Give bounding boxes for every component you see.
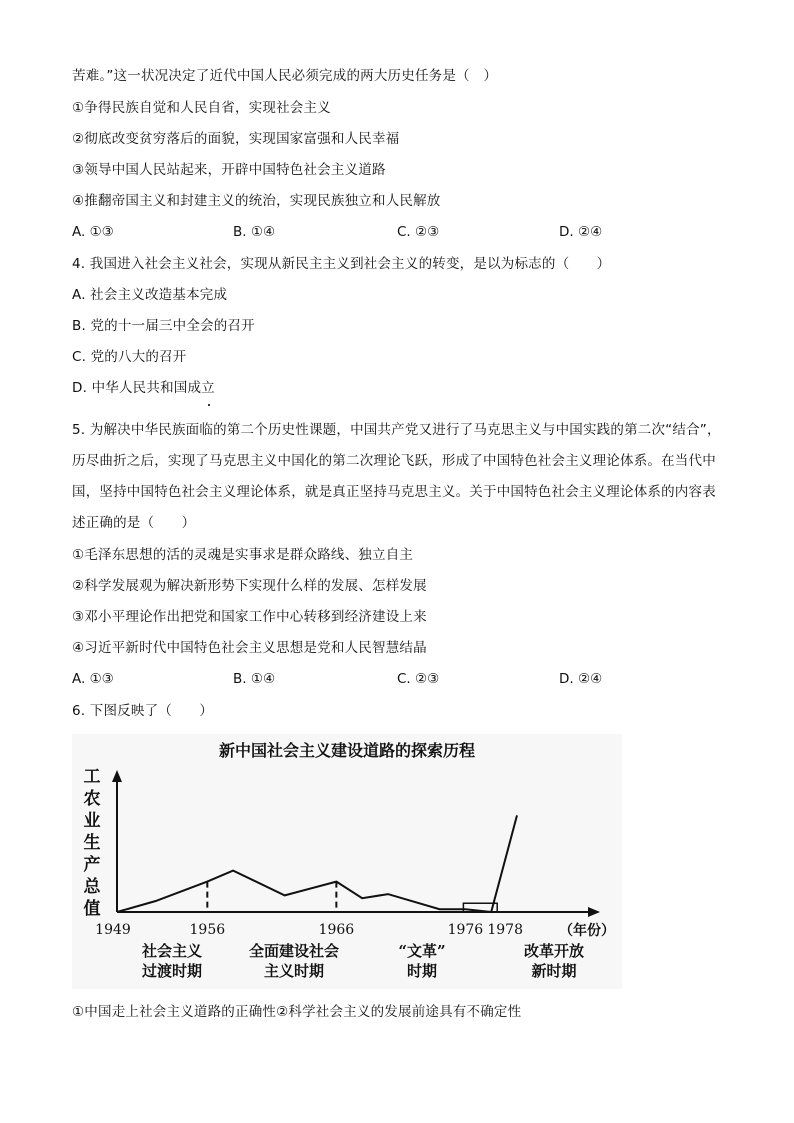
y-axis-label-char: 农	[83, 789, 101, 809]
q4-option-b[interactable]: B. 党的十一届三中全会的召开	[72, 318, 255, 334]
stray-dot	[208, 404, 210, 406]
q4-option-a[interactable]: A. 社会主义改造基本完成	[72, 287, 228, 303]
q4-stem: 4. 我国进入社会主义社会，实现从新民主主义到社会主义的转变，是以为标志的（ ）	[72, 256, 611, 272]
q4-option-c[interactable]: C. 党的八大的召开	[72, 349, 187, 365]
period-label-4-line1: 改革开放	[523, 942, 585, 960]
q3-option-c[interactable]: C. ②③	[397, 224, 440, 240]
q5-item-3: ③邓小平理论作出把党和国家工作中心转移到经济建设上来	[72, 609, 427, 625]
q5-item-1: ①毛泽东思想的活的灵魂是实事求是群众路线、独立自主	[72, 547, 414, 563]
q5-option-a[interactable]: A. ①③	[72, 671, 114, 687]
period-label-3-line2: 时期	[406, 962, 438, 980]
q3-option-d[interactable]: D. ②④	[559, 224, 603, 240]
q5-option-d[interactable]: D. ②④	[559, 671, 603, 687]
period-labels	[141, 942, 584, 980]
q5-stem: 5. 为解决中华民族面临的第二个历史性课题，中国共产党又进行了马克思主义与中国实践的第二次“结合”，历尽曲折之后，实现了马克思主义中国化的第二次理论飞跃，形成了中国特色社会主义理论体系。在当代中国，坚持中国特色社会主义理论体系，就是真正坚持马克思主义。关于中国特色社会主义理论体系的内容表述正确的是（ ）	[72, 422, 721, 531]
x-tick-label-1976: 1976	[447, 922, 484, 938]
y-axis-label-char: 生	[83, 833, 101, 853]
x-axis-label: （年份）	[559, 923, 615, 939]
q3-item-4: ④推翻帝国主义和封建主义的统治，实现民族独立和人民解放	[72, 193, 441, 209]
series-line	[117, 815, 517, 912]
period-label-1-line2: 过渡时期	[141, 962, 203, 980]
q3-item-1: ①争得民族自觉和人民自省，实现社会主义	[72, 100, 331, 116]
q3-option-b[interactable]: B. ①④	[233, 224, 276, 240]
y-axis-label-char: 总	[83, 877, 101, 897]
q3-item-3: ③领导中国人民站起来，开辟中国特色社会主义道路	[72, 162, 386, 178]
x-tick-label-1966: 1966	[318, 922, 355, 938]
q5-option-c[interactable]: C. ②③	[397, 671, 440, 687]
x-tick-labels	[95, 922, 523, 938]
period-label-2-line1: 全面建设社会	[248, 942, 340, 960]
q6-answer-line: ①中国走上社会主义道路的正确性②科学社会主义的发展前途具有不确定性	[72, 1004, 522, 1020]
history-line-chart	[72, 734, 622, 989]
y-axis-label-char: 产	[83, 855, 101, 875]
y-axis-label-char: 值	[83, 899, 101, 919]
y-axis-label-char: 业	[83, 811, 101, 831]
q5-option-b[interactable]: B. ①④	[233, 671, 276, 687]
x-axis-arrow	[588, 907, 600, 917]
period-label-1-line1: 社会主义	[141, 942, 203, 960]
period-label-4-line2: 新时期	[531, 962, 577, 980]
period-label-2-line2: 主义时期	[263, 962, 325, 980]
y-axis-arrow	[112, 770, 122, 782]
q5-item-4: ④习近平新时代中国特色社会主义思想是党和人民智慧结晶	[72, 640, 427, 656]
y-axis-label-char: 工	[83, 767, 101, 787]
y-axis-label	[84, 767, 102, 919]
period-label-3-line1: “文革”	[398, 942, 446, 960]
q3-stem-tail: 苦难。”这一状况决定了近代中国人民必须完成的两大历史任务是（ ）	[72, 68, 498, 84]
q5-item-2: ②科学发展观为解决新形势下实现什么样的发展、怎样发展	[72, 578, 427, 594]
x-tick-label-1949: 1949	[95, 922, 131, 938]
chart-title: 新中国社会主义建设道路的探索历程	[218, 741, 476, 760]
x-tick-label-1956: 1956	[189, 922, 226, 938]
q3-item-2: ②彻底改变贫穷落后的面貌，实现国家富强和人民幸福	[72, 131, 400, 147]
x-tick-label-1978: 1978	[487, 922, 524, 938]
q3-option-a[interactable]: A. ①③	[72, 224, 114, 240]
q6-stem: 6. 下图反映了（ ）	[72, 703, 214, 719]
q4-option-d[interactable]: D. 中华人民共和国成立	[72, 380, 215, 396]
